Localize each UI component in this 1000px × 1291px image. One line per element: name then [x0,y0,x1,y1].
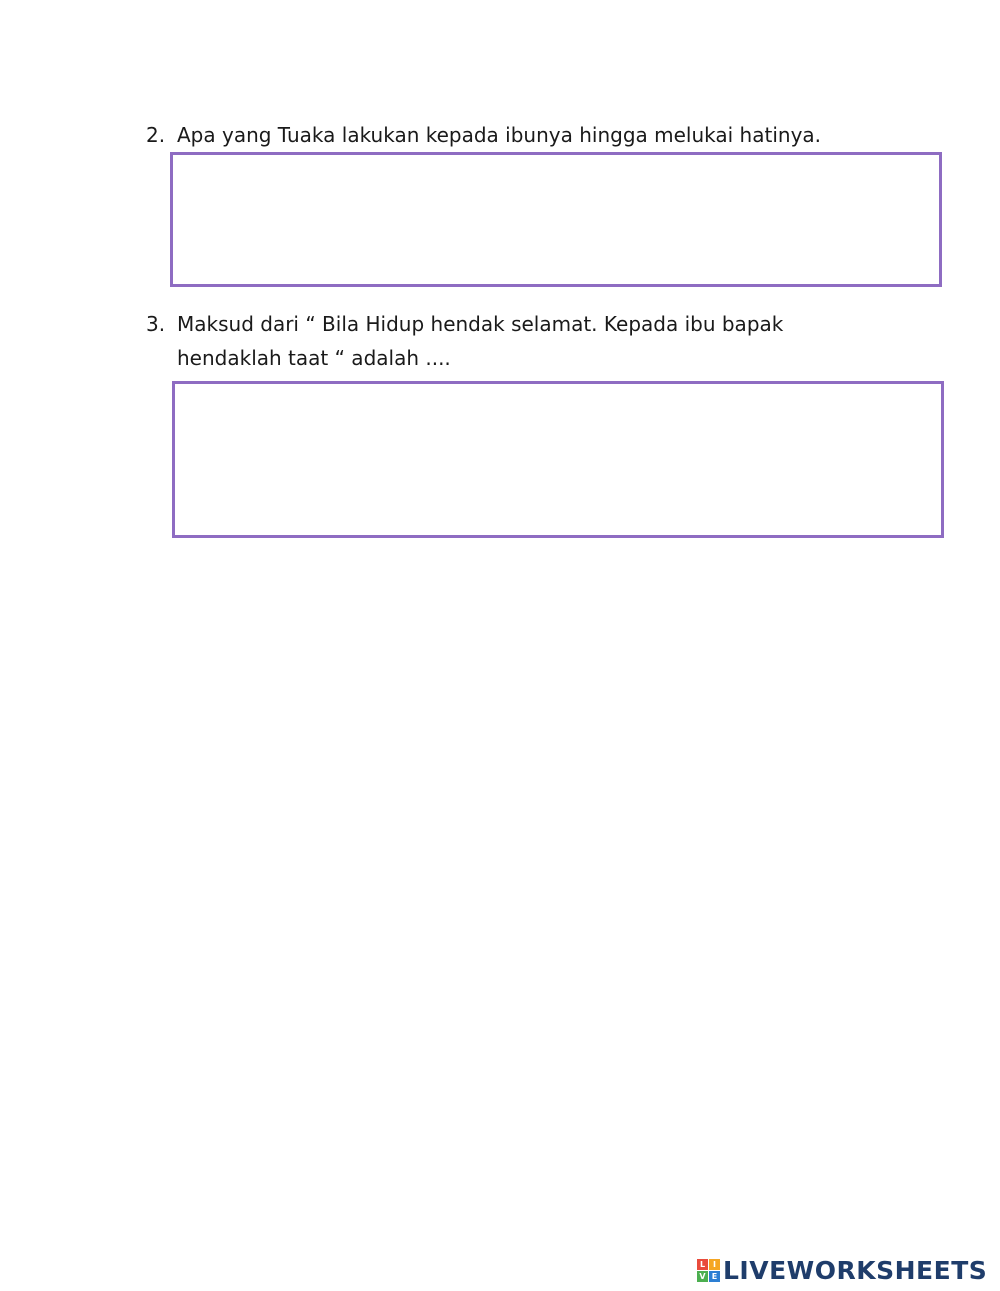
question-2-text: Apa yang Tuaka lakukan kepada ibunya hingga melukai hatinya. [177,123,822,147]
liveworksheets-logo [697,1253,987,1287]
logo-letter-v: V [697,1271,708,1282]
question-2-number: 2. [146,123,166,147]
logo-letter-l: L [697,1259,708,1270]
logo-letter-e: E [709,1271,720,1282]
question-3-text-line-2: hendaklah taat “ adalah .... [177,346,451,370]
live-logo-icon [697,1259,720,1282]
question-3-text-line-1: Maksud dari “ Bila Hidup hendak selamat. Kepada ibu bapak [177,312,784,336]
answer-box-question-2[interactable] [170,152,942,287]
question-3-number: 3. [146,312,166,336]
brand-name: LIVEWORKSHEETS [723,1255,988,1285]
logo-letter-i: I [709,1259,720,1270]
answer-box-question-3[interactable] [172,381,944,538]
